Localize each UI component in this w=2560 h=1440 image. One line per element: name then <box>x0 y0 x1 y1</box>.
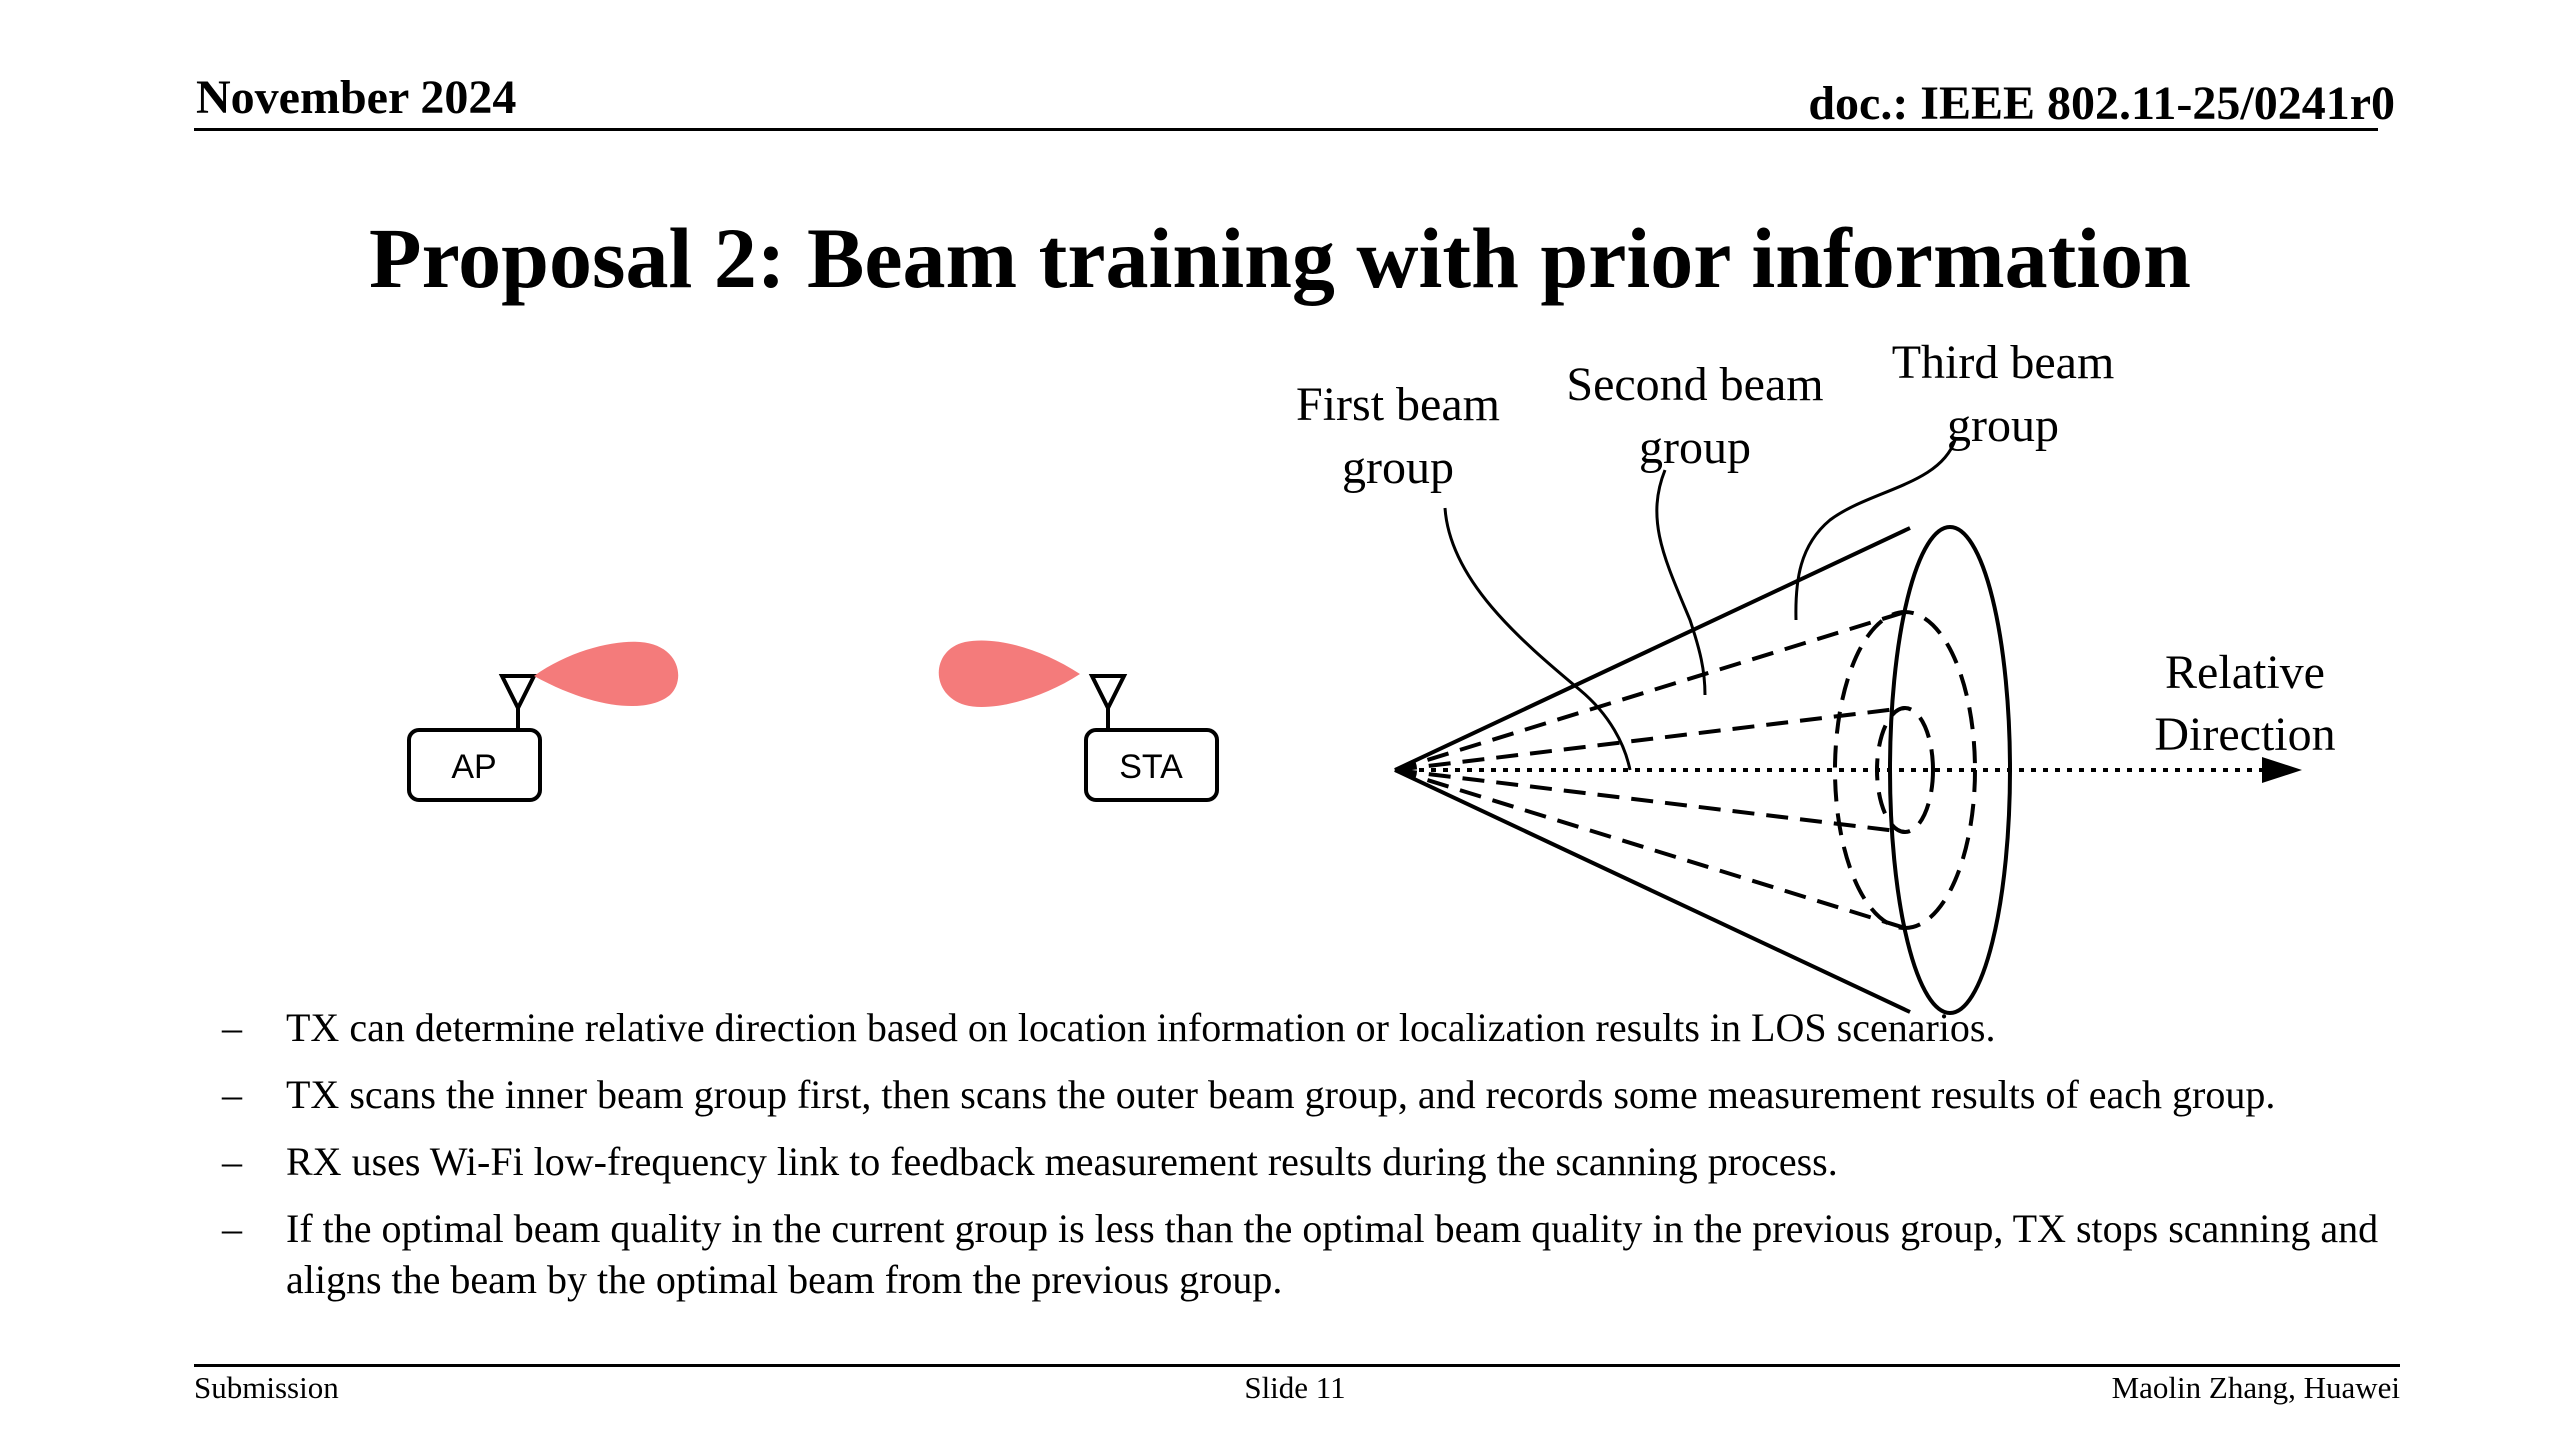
bullet-marker: – <box>222 1072 242 1117</box>
bullet-list <box>222 1002 2472 1321</box>
footer-rule <box>194 1364 2400 1367</box>
cone-lower-edge <box>1395 770 1910 1012</box>
first-group-label-line2: group <box>1342 441 1454 494</box>
first-group-lower-edge <box>1395 770 1905 832</box>
beam-cone <box>1395 527 2302 1013</box>
footer-slide-number: Slide 11 <box>1244 1370 1346 1405</box>
header-rule <box>194 128 2378 131</box>
ap-label: AP <box>451 748 497 786</box>
bullet-item <box>222 1203 2472 1305</box>
third-group-label-line1: Third beam <box>1891 336 2115 389</box>
sta-beam-lobe <box>939 640 1080 706</box>
first-group-leader <box>1445 508 1630 770</box>
sta-antenna-icon <box>1092 676 1124 730</box>
sta-label: STA <box>1119 748 1183 786</box>
bullet-text: RX uses Wi-Fi low-frequency link to feedback measurement results during the scanning process. <box>286 1139 1838 1184</box>
bullet-text: TX scans the inner beam group first, then scans the outer beam group, and records some measurement results of each group. <box>286 1072 2276 1117</box>
bullet-text: TX can determine relative direction based on location information or localization results in LOS scenarios. <box>286 1005 1996 1050</box>
bullet-marker: – <box>222 1139 242 1184</box>
bullet-marker: – <box>222 1005 242 1050</box>
footer-submission: Submission <box>194 1370 339 1405</box>
second-group-label-line2: group <box>1639 421 1751 474</box>
ap-antenna-icon <box>502 676 534 730</box>
bullet-item <box>222 1002 2472 1053</box>
second-group-lower-edge <box>1395 770 1905 928</box>
first-group-label-line1: First beam <box>1296 378 1500 431</box>
bullet-item <box>222 1069 2472 1120</box>
bullet-item <box>222 1136 2472 1187</box>
beam-training-diagram <box>0 320 2560 1020</box>
header-date: November 2024 <box>196 71 517 124</box>
cone-upper-edge <box>1395 528 1910 770</box>
third-group-leader <box>1796 440 1955 620</box>
ap-device <box>409 642 678 800</box>
direction-label-line2: Direction <box>2154 708 2336 761</box>
third-group-label-line2: group <box>1947 399 2059 452</box>
first-group-upper-edge <box>1395 708 1905 770</box>
bullet-marker: – <box>222 1206 242 1251</box>
ap-beam-lobe <box>534 642 678 706</box>
second-group-label-line1: Second beam <box>1566 358 1824 411</box>
footer-author: Maolin Zhang, Huawei <box>2111 1370 2400 1405</box>
slide-title: Proposal 2: Beam training with prior information <box>369 210 2191 306</box>
sta-device <box>939 640 1217 800</box>
second-group-leader <box>1657 470 1705 695</box>
direction-label-line1: Relative <box>2165 646 2325 699</box>
bullet-text: If the optimal beam quality in the current group is less than the optimal beam quality in the previous group, TX stops scanning and aligns the beam by the optimal beam from the previous group. <box>286 1206 2379 1302</box>
label-leader-lines <box>1445 440 1955 770</box>
second-group-upper-edge <box>1395 612 1905 770</box>
header-doc-id: doc.: IEEE 802.11-25/0241r0 <box>1808 77 2395 130</box>
